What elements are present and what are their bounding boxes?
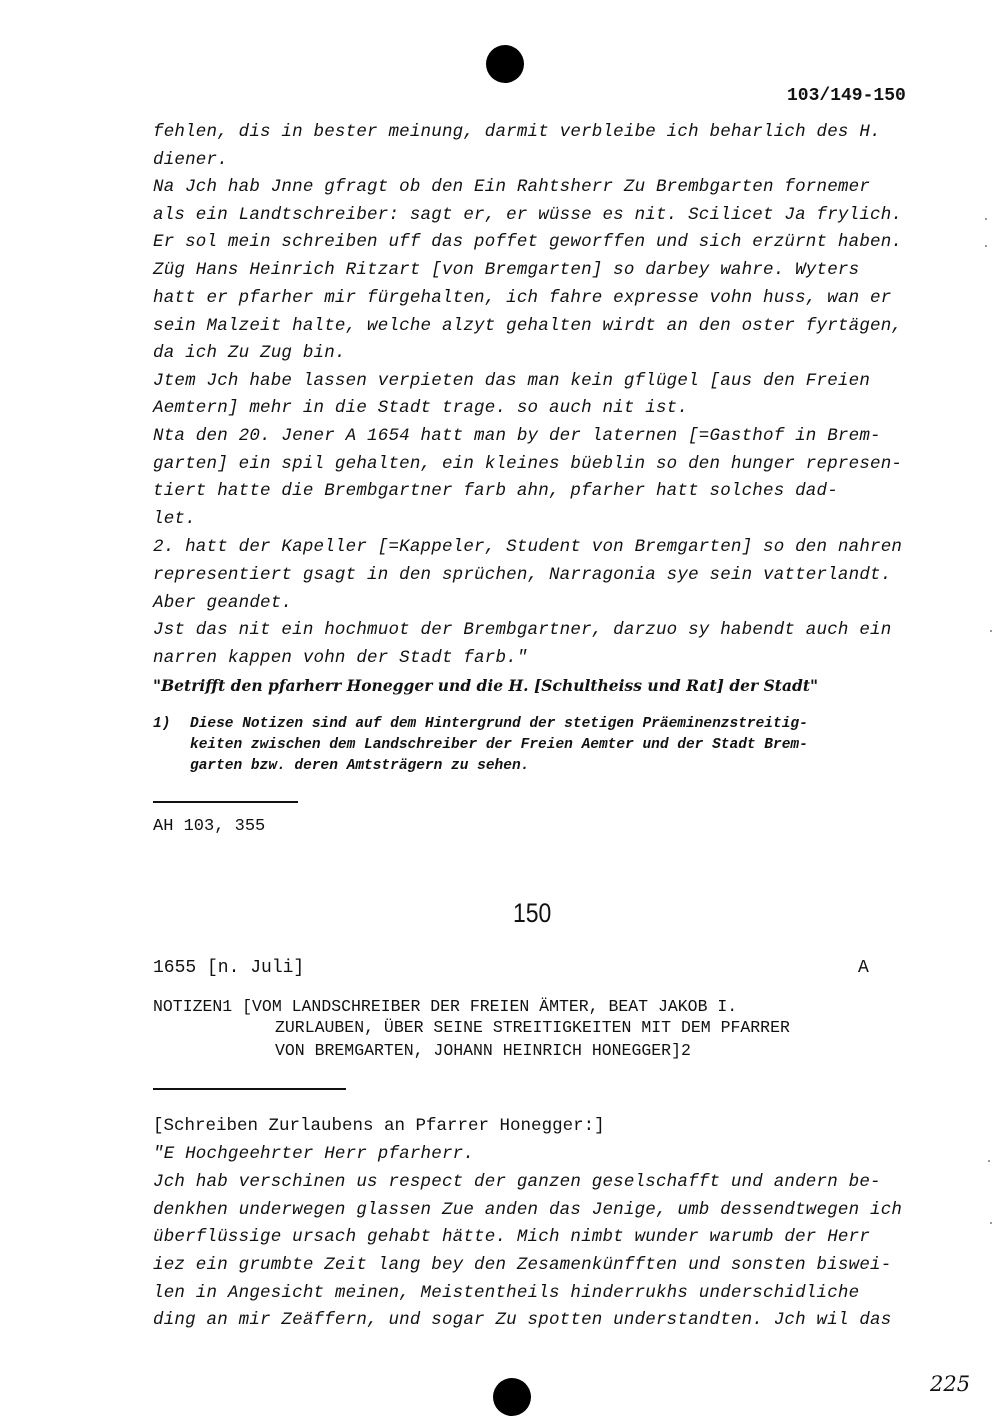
text-line: Züg Hans Heinrich Ritzart [von Bremgarten] so darbey wahre. Wyters xyxy=(153,260,860,280)
title-line: VON BREMGARTEN, JOHANN HEINRICH HONEGGER]2 xyxy=(275,1041,691,1060)
text-line: iez ein grumbte Zeit lang bey den Zesamenkünfften und sonsten biswei- xyxy=(153,1255,892,1275)
text-line: tiert hatte die Brembgartner farb ahn, pfarher hatt solches dad- xyxy=(153,481,838,501)
text-line: überflüssige ursach gehabt hätte. Mich nimbt wunder warumb der Herr xyxy=(153,1227,871,1247)
text-line: hatt er pfarher mir fürgehalten, ich fahre expresse vohn huss, wan er xyxy=(153,288,892,308)
punch-hole-top xyxy=(486,45,524,83)
scan-speck xyxy=(990,1222,992,1224)
text-line: diener. xyxy=(153,150,228,170)
page-reference: 103/149-150 xyxy=(787,86,906,106)
text-line: Er sol mein schreiben uff das poffet geworffen und sich erzürnt haben. xyxy=(153,232,903,252)
scan-speck xyxy=(990,630,992,632)
text-line: denkhen underwegen glassen Zue anden das Jenige, umb dessendtwegen ich xyxy=(153,1200,903,1220)
text-line: Nta den 20. Jener A 1654 hatt man by der laternen [=Gasthof in Brem- xyxy=(153,426,881,446)
text-line: Jst das nit ein hochmuot der Brembgartner, darzuo sy habendt auch ein xyxy=(153,620,892,640)
text-line: [Schreiben Zurlaubens an Pfarrer Honegger:] xyxy=(153,1116,605,1136)
text-line: narren kappen vohn der Stadt farb." xyxy=(153,648,528,668)
punch-hole-bottom xyxy=(493,1378,531,1416)
text-line: Jch hab verschinen us respect der ganzen geselschafft und andern be- xyxy=(153,1172,881,1192)
text-line: als ein Landtschreiber: sagt er, er wüsse es nit. Scilicet Ja frylich. xyxy=(153,205,903,225)
source-reference: AH 103, 355 xyxy=(153,817,266,836)
document-number: 150 xyxy=(513,898,552,928)
document-date: 1655 [n. Juli] xyxy=(153,958,305,978)
text-line: fehlen, dis in bester meinung, darmit verbleibe ich beharlich des H. xyxy=(153,122,881,142)
separator-rule xyxy=(153,1088,346,1090)
text-line: 2. hatt der Kapeller [=Kappeler, Student von Bremgarten] so den nahren xyxy=(153,537,903,557)
scan-speck xyxy=(985,218,987,220)
title-line: ZURLAUBEN, ÜBER SEINE STREITIGKEITEN MIT DEM PFARRER xyxy=(275,1018,790,1037)
text-line: Aber geandet. xyxy=(153,593,293,613)
scan-speck xyxy=(985,245,987,247)
regest-line: "Betrifft den pfarherr Honegger und die H. [Schultheiss und Rat] der Stadt" xyxy=(153,676,819,695)
footnote-number: 1) xyxy=(153,716,171,732)
footnote-line: garten bzw. deren Amtsträgern zu sehen. xyxy=(190,758,530,774)
text-line: len in Angesicht meinen, Meistentheils hinderrukhs underschidliche xyxy=(153,1283,860,1303)
document-mark: A xyxy=(858,958,869,978)
footnote-line: Diese Notizen sind auf dem Hintergrund der stetigen Präeminenzstreitig- xyxy=(190,716,808,732)
text-line: Na Jch hab Jnne gfragt ob den Ein Rahtsherr Zu Brembgarten fornemer xyxy=(153,177,871,197)
title-line: NOTIZEN1 [VOM LANDSCHREIBER DER FREIEN ÄMTER, BEAT JAKOB I. xyxy=(153,997,738,1016)
separator-rule xyxy=(153,801,298,803)
text-line: let. xyxy=(153,509,196,529)
text-line: Aemtern] mehr in die Stadt trage. so auch nit ist. xyxy=(153,398,689,418)
text-line: Jtem Jch habe lassen verpieten das man kein gflügel [aus den Freien xyxy=(153,371,871,391)
text-line: ding an mir Zeäffern, und sogar Zu spotten understandten. Jch wil das xyxy=(153,1310,892,1330)
text-line: sein Malzeit halte, welche alzyt gehalten wirdt an den oster fyrtägen, xyxy=(153,316,903,336)
handwritten-page-number: 225 xyxy=(930,1372,971,1396)
text-line: representiert gsagt in den sprüchen, Narragonia sye sein vatterlandt. xyxy=(153,565,892,585)
text-line: garten] ein spil gehalten, ein kleines büeblin so den hunger represen- xyxy=(153,454,903,474)
text-line: "E Hochgeehrter Herr pfarherr. xyxy=(153,1144,475,1164)
scan-speck xyxy=(988,1160,990,1162)
footnote-line: keiten zwischen dem Landschreiber der Freien Aemter und der Stadt Brem- xyxy=(190,737,808,753)
text-line: da ich Zu Zug bin. xyxy=(153,343,346,363)
